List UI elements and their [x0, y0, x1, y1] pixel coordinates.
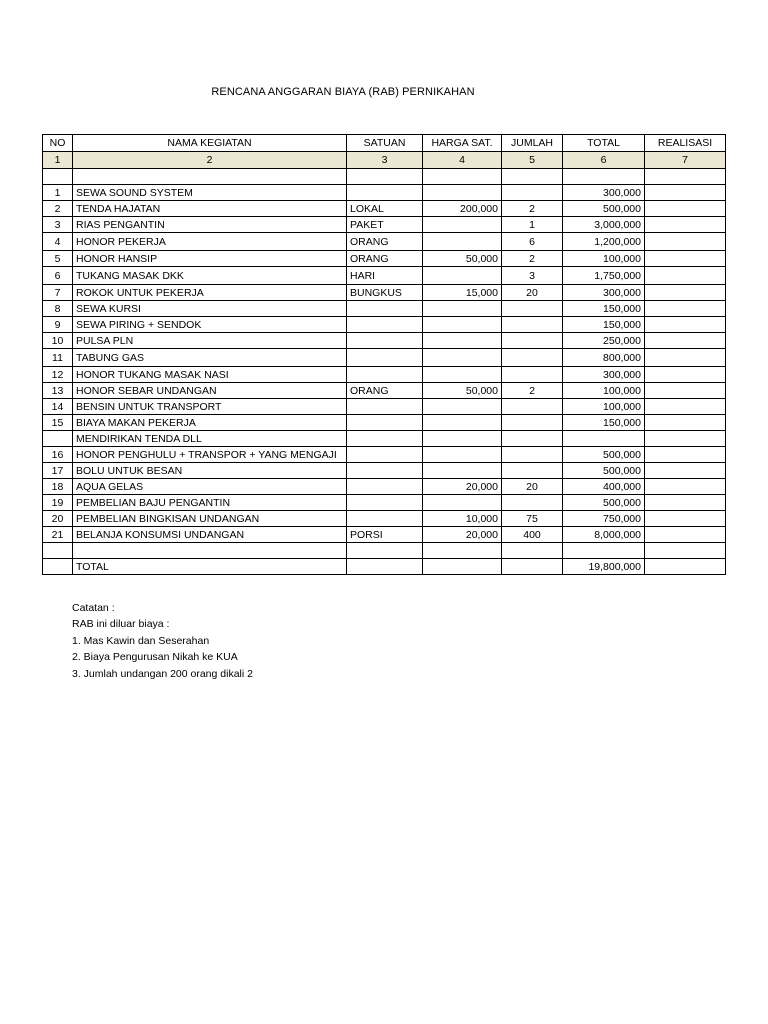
cell-jumlah — [502, 463, 563, 479]
cell-nama-kegiatan: HONOR SEBAR UNDANGAN — [73, 383, 347, 399]
cell-harga-sat — [423, 169, 502, 185]
cell-nama-kegiatan: TOTAL — [73, 559, 347, 575]
header-jumlah: JUMLAH — [502, 135, 563, 152]
cell-harga-sat — [423, 367, 502, 383]
cell-nama-kegiatan: AQUA GELAS — [73, 479, 347, 495]
cell-nama-kegiatan: MENDIRIKAN TENDA DLL — [73, 431, 347, 447]
table-row — [43, 399, 726, 415]
cell-nama-kegiatan: SEWA KURSI — [73, 301, 347, 317]
cell-harga-sat — [423, 301, 502, 317]
cell-harga-sat — [423, 185, 502, 201]
cell-no: 7 — [43, 285, 73, 301]
table-row — [43, 349, 726, 367]
cell-jumlah — [502, 349, 563, 367]
cell-no — [43, 559, 73, 575]
table-row — [43, 495, 726, 511]
cell-no: 9 — [43, 317, 73, 333]
cell-total: 750,000 — [563, 511, 645, 527]
cell-nama-kegiatan — [73, 169, 347, 185]
cell-realisasi — [645, 479, 726, 495]
cell-nama-kegiatan: PEMBELIAN BINGKISAN UNDANGAN — [73, 511, 347, 527]
cell-jumlah: 3 — [502, 267, 563, 285]
cell-satuan — [347, 367, 423, 383]
cell-satuan — [347, 317, 423, 333]
header-nama-kegiatan: NAMA KEGIATAN — [73, 135, 347, 152]
cell-harga-sat — [423, 543, 502, 559]
cell-harga-sat: 10,000 — [423, 511, 502, 527]
cell-nama-kegiatan: BIAYA MAKAN PEKERJA — [73, 415, 347, 431]
header-harga-sat: HARGA SAT. — [423, 135, 502, 152]
table-row — [43, 527, 726, 543]
cell-total: 100,000 — [563, 399, 645, 415]
cell-harga-sat — [423, 495, 502, 511]
notes-item: 1. Mas Kawin dan Seserahan — [72, 634, 210, 647]
cell-harga-sat — [423, 447, 502, 463]
cell-realisasi — [645, 367, 726, 383]
cell-realisasi — [645, 543, 726, 559]
table-row — [43, 317, 726, 333]
table-row — [43, 217, 726, 233]
cell-no — [43, 169, 73, 185]
cell-realisasi — [645, 431, 726, 447]
cell-total: 100,000 — [563, 251, 645, 267]
cell-nama-kegiatan: SEWA PIRING + SENDOK — [73, 317, 347, 333]
cell-realisasi — [645, 233, 726, 251]
cell-jumlah: 400 — [502, 527, 563, 543]
table-row — [43, 559, 726, 575]
cell-realisasi — [645, 251, 726, 267]
cell-no: 16 — [43, 447, 73, 463]
column-number: 4 — [423, 152, 502, 169]
cell-no: 18 — [43, 479, 73, 495]
cell-harga-sat — [423, 217, 502, 233]
cell-total: 150,000 — [563, 301, 645, 317]
cell-no: 3 — [43, 217, 73, 233]
cell-nama-kegiatan — [73, 543, 347, 559]
header-no: NO — [43, 135, 73, 152]
cell-harga-sat — [423, 333, 502, 349]
table-row — [43, 447, 726, 463]
cell-satuan — [347, 301, 423, 317]
cell-no: 20 — [43, 511, 73, 527]
cell-satuan — [347, 543, 423, 559]
cell-satuan — [347, 333, 423, 349]
cell-harga-sat: 20,000 — [423, 479, 502, 495]
cell-jumlah — [502, 415, 563, 431]
cell-total — [563, 169, 645, 185]
header-row — [43, 135, 726, 152]
cell-realisasi — [645, 415, 726, 431]
cell-nama-kegiatan: HONOR HANSIP — [73, 251, 347, 267]
cell-jumlah — [502, 447, 563, 463]
cell-satuan: BUNGKUS — [347, 285, 423, 301]
cell-realisasi — [645, 349, 726, 367]
cell-total: 500,000 — [563, 463, 645, 479]
cell-jumlah — [502, 185, 563, 201]
cell-nama-kegiatan: TUKANG MASAK DKK — [73, 267, 347, 285]
cell-satuan: LOKAL — [347, 201, 423, 217]
cell-satuan — [347, 495, 423, 511]
table-row — [43, 415, 726, 431]
cell-realisasi — [645, 463, 726, 479]
table-row — [43, 543, 726, 559]
cell-jumlah: 2 — [502, 383, 563, 399]
cell-total: 500,000 — [563, 495, 645, 511]
cell-no: 14 — [43, 399, 73, 415]
notes-intro: RAB ini diluar biaya : — [72, 618, 170, 631]
cell-jumlah — [502, 367, 563, 383]
cell-harga-sat — [423, 415, 502, 431]
cell-harga-sat: 20,000 — [423, 527, 502, 543]
cell-jumlah — [502, 559, 563, 575]
cell-satuan — [347, 447, 423, 463]
cell-jumlah: 1 — [502, 217, 563, 233]
cell-jumlah — [502, 169, 563, 185]
cell-realisasi — [645, 333, 726, 349]
cell-satuan — [347, 463, 423, 479]
cell-realisasi — [645, 169, 726, 185]
cell-nama-kegiatan: ROKOK UNTUK PEKERJA — [73, 285, 347, 301]
cell-no: 4 — [43, 233, 73, 251]
cell-jumlah: 75 — [502, 511, 563, 527]
cell-satuan: PORSI — [347, 527, 423, 543]
cell-harga-sat — [423, 349, 502, 367]
cell-total: 400,000 — [563, 479, 645, 495]
cell-nama-kegiatan: SEWA SOUND SYSTEM — [73, 185, 347, 201]
cell-jumlah — [502, 333, 563, 349]
table-row — [43, 185, 726, 201]
cell-no: 8 — [43, 301, 73, 317]
cell-total: 500,000 — [563, 201, 645, 217]
cell-total: 500,000 — [563, 447, 645, 463]
column-number: 3 — [347, 152, 423, 169]
cell-harga-sat — [423, 317, 502, 333]
cell-no: 10 — [43, 333, 73, 349]
cell-satuan — [347, 169, 423, 185]
cell-no: 17 — [43, 463, 73, 479]
cell-total: 19,800,000 — [563, 559, 645, 575]
cell-nama-kegiatan: HONOR PENGHULU + TRANSPOR + YANG MENGAJI — [73, 447, 347, 463]
cell-satuan: ORANG — [347, 251, 423, 267]
cell-nama-kegiatan: BENSIN UNTUK TRANSPORT — [73, 399, 347, 415]
cell-jumlah — [502, 431, 563, 447]
table-row — [43, 431, 726, 447]
cell-total: 250,000 — [563, 333, 645, 349]
cell-no: 13 — [43, 383, 73, 399]
cell-realisasi — [645, 217, 726, 233]
cell-total — [563, 543, 645, 559]
table-row — [43, 201, 726, 217]
cell-realisasi — [645, 285, 726, 301]
cell-realisasi — [645, 267, 726, 285]
cell-nama-kegiatan: RIAS PENGANTIN — [73, 217, 347, 233]
cell-harga-sat: 50,000 — [423, 383, 502, 399]
cell-satuan — [347, 415, 423, 431]
cell-satuan: ORANG — [347, 383, 423, 399]
notes-item: 2. Biaya Pengurusan Nikah ke KUA — [72, 651, 238, 664]
table-row — [43, 251, 726, 267]
cell-harga-sat: 50,000 — [423, 251, 502, 267]
cell-total: 8,000,000 — [563, 527, 645, 543]
table-row — [43, 383, 726, 399]
cell-harga-sat — [423, 559, 502, 575]
cell-harga-sat: 15,000 — [423, 285, 502, 301]
cell-satuan — [347, 431, 423, 447]
table-row — [43, 267, 726, 285]
table-row — [43, 285, 726, 301]
table-row — [43, 333, 726, 349]
cell-no: 15 — [43, 415, 73, 431]
column-number-row — [43, 152, 726, 169]
cell-satuan — [347, 479, 423, 495]
header-satuan: SATUAN — [347, 135, 423, 152]
cell-no: 5 — [43, 251, 73, 267]
cell-satuan — [347, 559, 423, 575]
cell-realisasi — [645, 201, 726, 217]
cell-satuan — [347, 399, 423, 415]
cell-total: 150,000 — [563, 415, 645, 431]
cell-jumlah — [502, 543, 563, 559]
cell-no: 21 — [43, 527, 73, 543]
table-row — [43, 479, 726, 495]
budget-table-body — [43, 169, 726, 575]
table-row — [43, 367, 726, 383]
table-row — [43, 233, 726, 251]
cell-total: 300,000 — [563, 285, 645, 301]
cell-nama-kegiatan: HONOR TUKANG MASAK NASI — [73, 367, 347, 383]
budget-table — [42, 134, 726, 575]
table-row — [43, 463, 726, 479]
cell-jumlah: 20 — [502, 285, 563, 301]
cell-total: 300,000 — [563, 367, 645, 383]
cell-total — [563, 431, 645, 447]
cell-jumlah — [502, 399, 563, 415]
cell-realisasi — [645, 447, 726, 463]
cell-realisasi — [645, 317, 726, 333]
cell-no: 2 — [43, 201, 73, 217]
cell-total: 3,000,000 — [563, 217, 645, 233]
cell-harga-sat: 200,000 — [423, 201, 502, 217]
column-number: 7 — [645, 152, 726, 169]
cell-nama-kegiatan: PULSA PLN — [73, 333, 347, 349]
notes-heading: Catatan : — [72, 602, 115, 614]
table-row — [43, 301, 726, 317]
column-number: 2 — [73, 152, 347, 169]
cell-nama-kegiatan: HONOR PEKERJA — [73, 233, 347, 251]
cell-total: 1,750,000 — [563, 267, 645, 285]
cell-satuan: HARI — [347, 267, 423, 285]
document-title: RENCANA ANGGARAN BIAYA (RAB) PERNIKAHAN — [211, 86, 475, 98]
cell-harga-sat — [423, 431, 502, 447]
cell-jumlah — [502, 301, 563, 317]
cell-nama-kegiatan: PEMBELIAN BAJU PENGANTIN — [73, 495, 347, 511]
table-row — [43, 169, 726, 185]
cell-nama-kegiatan: BELANJA KONSUMSI UNDANGAN — [73, 527, 347, 543]
cell-harga-sat — [423, 267, 502, 285]
cell-satuan — [347, 185, 423, 201]
notes-item: 3. Jumlah undangan 200 orang dikali 2 — [72, 667, 253, 680]
column-number: 5 — [502, 152, 563, 169]
cell-realisasi — [645, 527, 726, 543]
cell-realisasi — [645, 495, 726, 511]
cell-jumlah — [502, 317, 563, 333]
cell-nama-kegiatan: BOLU UNTUK BESAN — [73, 463, 347, 479]
cell-realisasi — [645, 301, 726, 317]
cell-no: 12 — [43, 367, 73, 383]
cell-total: 150,000 — [563, 317, 645, 333]
column-number: 6 — [563, 152, 645, 169]
cell-no — [43, 543, 73, 559]
header-total: TOTAL — [563, 135, 645, 152]
cell-jumlah — [502, 495, 563, 511]
cell-no: 6 — [43, 267, 73, 285]
cell-total: 300,000 — [563, 185, 645, 201]
cell-jumlah: 20 — [502, 479, 563, 495]
cell-realisasi — [645, 559, 726, 575]
cell-harga-sat — [423, 463, 502, 479]
cell-satuan — [347, 349, 423, 367]
cell-total: 800,000 — [563, 349, 645, 367]
cell-total: 100,000 — [563, 383, 645, 399]
cell-no: 1 — [43, 185, 73, 201]
cell-no: 19 — [43, 495, 73, 511]
cell-jumlah: 6 — [502, 233, 563, 251]
cell-jumlah: 2 — [502, 251, 563, 267]
cell-realisasi — [645, 383, 726, 399]
cell-satuan: ORANG — [347, 233, 423, 251]
cell-nama-kegiatan: TABUNG GAS — [73, 349, 347, 367]
cell-realisasi — [645, 511, 726, 527]
column-number: 1 — [43, 152, 73, 169]
cell-realisasi — [645, 399, 726, 415]
cell-realisasi — [645, 185, 726, 201]
header-realisasi: REALISASI — [645, 135, 726, 152]
cell-no: 11 — [43, 349, 73, 367]
cell-harga-sat — [423, 399, 502, 415]
notes-section — [72, 600, 253, 682]
cell-total: 1,200,000 — [563, 233, 645, 251]
cell-jumlah: 2 — [502, 201, 563, 217]
cell-satuan — [347, 511, 423, 527]
cell-nama-kegiatan: TENDA HAJATAN — [73, 201, 347, 217]
cell-harga-sat — [423, 233, 502, 251]
table-row — [43, 511, 726, 527]
cell-no — [43, 431, 73, 447]
cell-satuan: PAKET — [347, 217, 423, 233]
